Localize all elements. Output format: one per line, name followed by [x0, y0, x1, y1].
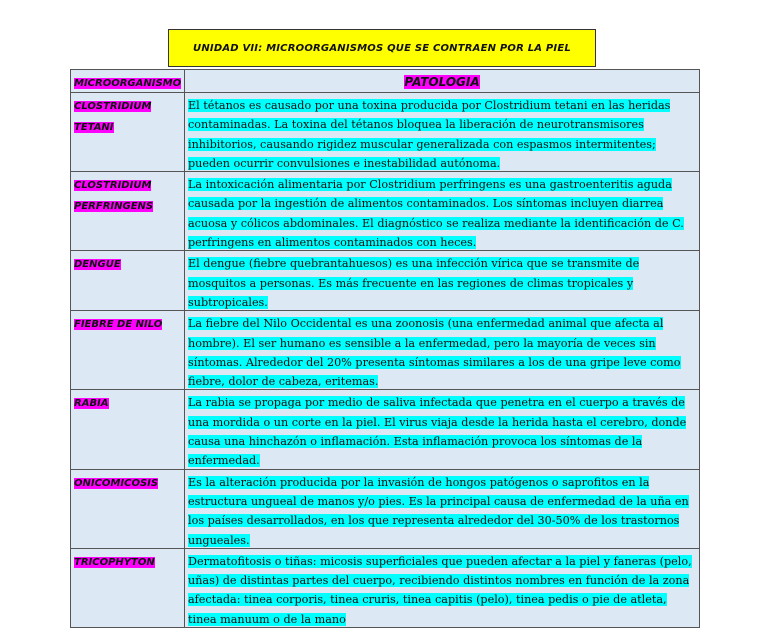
pathology-cell [185, 548, 700, 627]
pathology-cell [185, 251, 700, 311]
table-row [71, 172, 700, 251]
header-organism: MICROORGANISMO [74, 78, 182, 89]
organism-name: DENGUE [74, 259, 121, 271]
table-row [71, 311, 700, 390]
pathology-text: El dengue (fiebre quebrantahuesos) es una infección vírica que se transmite de mosquitos a personas. Es más frecuente en las regiones de climas tropicales y subtropicales. [188, 257, 640, 309]
header-cell-pathology [185, 70, 700, 93]
pathology-text: Dermatofitosis o tiñas: micosis superficiales que pueden afectar a la piel y faneras (pelo, uñas) de distintas partes del cuerpo, recibiendo distintos nombres en función de la zona afectada: tinea corporis, tinea cruris, tinea capitis (pelo), tinea pedis o pie de atleta, tinea manuum o de la mano [188, 554, 692, 626]
pathology-cell [185, 390, 700, 469]
organism-cell [71, 390, 185, 469]
table-row [71, 548, 700, 627]
pathology-text: Es la alteración producida por la invasión de hongos patógenos o saprofitos en la estructura ungueal de manos y/o pies. Es la principal causa de enfermedad de la uña en los países desarrollados, en los que representa alrededor del 30-50% de los trastornos ungueales. [188, 475, 689, 547]
table-row [71, 251, 700, 311]
organism-cell [71, 172, 185, 251]
table-row [71, 390, 700, 469]
document-title: UNIDAD VII: MICROORGANISMOS QUE SE CONTRAEN POR LA PIEL [193, 42, 571, 54]
organism-cell [71, 93, 185, 172]
microorganism-table [70, 69, 700, 628]
pathology-cell [185, 93, 700, 172]
pathology-text: La rabia se propaga por medio de saliva infectada que penetra en el cuerpo a través de una mordida o un corte en la piel. El virus viaja desde la herida hasta el cerebro, donde causa una hinchazón o inflamación. Esta inflamación provoca los síntomas de la enfermedad. [188, 396, 687, 468]
organism-name: FIEBRE DE NILO [74, 319, 163, 331]
organism-cell [71, 548, 185, 627]
organism-cell [71, 311, 185, 390]
pathology-text: La fiebre del Nilo Occidental es una zoonosis (una enfermedad animal que afecta al hombre). El ser humano es sensible a la enfermedad, pero la mayoría de veces sin síntomas. Alrededor del 20% presenta síntomas similares a los de una gripe leve como fiebre, dolor de cabeza, eritemas. [188, 317, 681, 389]
organism-name: RABIA [74, 398, 109, 410]
title-box [168, 29, 596, 67]
table-header-row [71, 70, 700, 93]
table-row [71, 469, 700, 548]
organism-name: CLOSTRIDIUM PERFRINGENS [74, 180, 154, 213]
organism-cell [71, 469, 185, 548]
header-pathology: PATOLOGIA [404, 75, 480, 89]
organism-name: TRICOPHYTON [74, 556, 155, 568]
pathology-cell [185, 311, 700, 390]
header-cell-organism [71, 70, 185, 93]
pathology-text: El tétanos es causado por una toxina producida por Clostridium tetani en las heridas contaminadas. La toxina del tétanos bloquea la liberación de neurotransmisores inhibitorios, causando rigidez muscular generalizada con espasmos intermitentes; pueden ocurrir convulsiones e inestabilidad autónoma. [188, 99, 671, 170]
pathology-text: La intoxicación alimentaria por Clostridium perfringens es una gastroenteritis aguda causada por la ingestión de alimentos contaminados. Los síntomas incluyen diarrea acuosa y cólicos abdominales. El diagnóstico se realiza mediante la identificación de C. perfringens en alimentos contaminados con heces. [188, 178, 684, 250]
pathology-cell [185, 469, 700, 548]
organism-cell [71, 251, 185, 311]
organism-name: CLOSTRIDIUM TETANI [74, 101, 152, 133]
organism-name: ONICOMICOSIS [74, 477, 159, 489]
pathology-cell [185, 172, 700, 251]
table-row [71, 93, 700, 172]
